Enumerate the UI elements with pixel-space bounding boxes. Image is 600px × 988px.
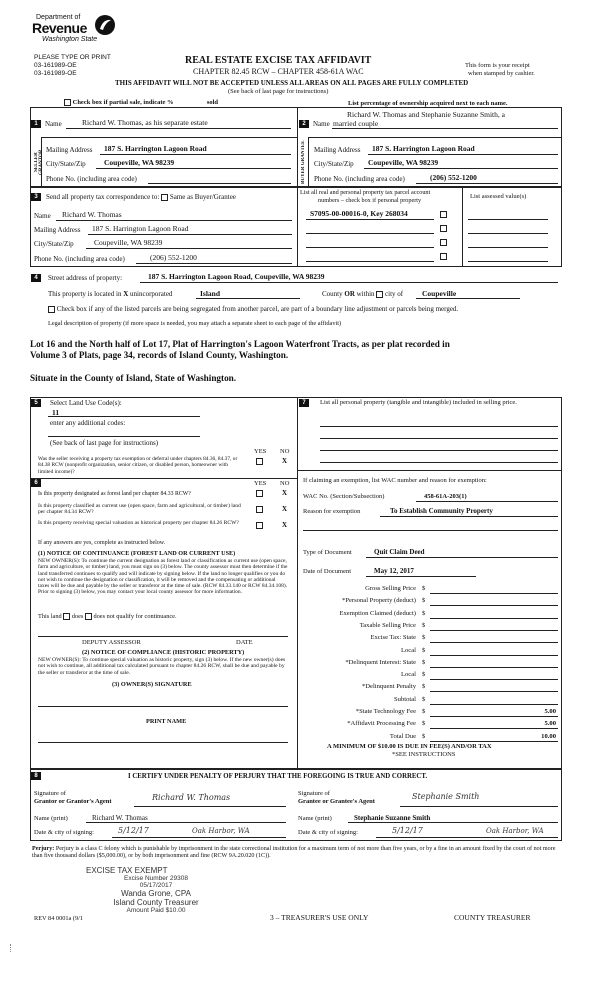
treasurer-use-label: 3 – TREASURER'S USE ONLY: [270, 913, 369, 922]
land-use-see-back: (See back of last page for instructions): [50, 439, 159, 447]
located-row: [48, 290, 172, 298]
reason-label: Reason for exemption: [303, 508, 361, 515]
stamp-line-4: Wanda Grone, CPA: [121, 889, 191, 898]
corr-phone-label: Phone No. (including area code): [34, 255, 125, 263]
street-line: [140, 282, 558, 283]
grantor-date-line: [112, 837, 286, 838]
scan-mark: [10, 944, 12, 952]
legal-description-2: Volume 3 of Plats, page 34, records of Island County, Washington.: [30, 350, 289, 360]
print-note: PLEASE TYPE OR PRINT: [34, 54, 111, 61]
seller-name: Richard W. Thomas, as his separate estate: [82, 118, 208, 127]
county-label: County: [322, 290, 343, 298]
partial-sale-label: Check box if partial sale, indicate %: [72, 99, 174, 106]
fee-line: [430, 605, 558, 606]
parcel-line-1: [306, 219, 434, 220]
partial-sale-row: [64, 99, 218, 106]
legal-label: Legal description of property (if more space is needed, you may attach a separate sheet to each page of the affidavit): [48, 320, 342, 327]
personal-property-label: List all personal property (tangible and intangible) included in selling price.: [320, 399, 517, 406]
parcel-header-2: numbers – check box if personal property: [318, 197, 422, 204]
doc-type: Quit Claim Deed: [374, 548, 425, 556]
fee-dollar-sign: $: [422, 695, 426, 703]
buyer-city-label: City/State/Zip: [314, 160, 354, 168]
corr-city-label: City/State/Zip: [34, 240, 74, 248]
fee-dollar-sign: $: [422, 646, 426, 654]
perjury-text: [32, 846, 562, 861]
personal-property-checkbox-2[interactable]: [440, 225, 447, 232]
does-checkbox[interactable]: [63, 613, 70, 620]
corr-city: Coupeville, WA 98239: [94, 238, 163, 247]
certify-text: I CERTIFY UNDER PENALTY OF PERJURY THAT THE FOREGOING IS TRUE AND CORRECT.: [128, 773, 428, 780]
grantee-date-line: [376, 837, 558, 838]
personal-line-4: [320, 462, 558, 463]
grantee-city: Oak Harbor, WA: [486, 827, 544, 835]
parcel-line-3: [306, 247, 434, 248]
section-6-number: 6: [31, 479, 41, 487]
buyer-sep-line: [308, 137, 562, 138]
grantee-date-label: Date & city of signing:: [298, 829, 358, 836]
form-subtitle: CHAPTER 82.45 RCW – CHAPTER 458-61A WAC: [193, 67, 364, 76]
grantor-date: 5/12/17: [118, 826, 149, 835]
buyer-city-line: [364, 168, 558, 169]
corr-city-line: [86, 248, 292, 249]
fee-dollar-sign: $: [422, 585, 426, 592]
see-back-text: (See back of last page for instructions): [228, 88, 329, 95]
seller-side-label: SELLER GRANTOR: [34, 149, 44, 175]
form-number-1: 03-161989-OE: [34, 62, 77, 69]
revenue-logo: [32, 14, 122, 54]
fee-label: Taxable Selling Price: [359, 621, 416, 629]
deputy-line: [38, 636, 288, 637]
within-label: within: [356, 290, 375, 298]
owner-signature-label: (3) OWNER(S) SIGNATURE: [112, 681, 192, 688]
fee-label: Excise Tax: State: [370, 634, 416, 642]
s6-no-header: NO: [280, 480, 290, 487]
fee-line: [430, 593, 558, 594]
seller-mailing-label: Mailing Address: [46, 146, 93, 154]
situate-text: Situate in the County of Island, State of Washington.: [30, 373, 237, 383]
seller-phone-label: Phone No. (including area code): [46, 175, 137, 183]
fee-line: [430, 728, 558, 729]
fee-dollar-sign: $: [422, 658, 426, 666]
fee-label: Exemption Claimed (deduct): [339, 609, 416, 617]
section-7-number: 7: [299, 399, 309, 407]
fee-label: *Personal Property (deduct): [342, 597, 416, 605]
buyer-phone: (206) 552-1200: [430, 173, 477, 182]
unincorporated-mark: X: [123, 290, 129, 298]
fee-value: 10.00: [541, 732, 556, 740]
segregated-checkbox[interactable]: [48, 306, 55, 313]
city-of-checkbox[interactable]: [376, 291, 383, 298]
if-yes-text: If any answers are yes, complete as instructed below.: [38, 540, 166, 546]
fee-dollar-sign: $: [422, 621, 426, 629]
form-title: REAL ESTATE EXCISE TAX AFFIDAVIT: [185, 55, 372, 66]
buyer-mailing: 187 S. Harrington Lagoon Road: [372, 144, 475, 153]
doc-date-label: Date of Document: [303, 568, 352, 575]
grantee-sig-line: [400, 806, 558, 807]
corr-mailing: 187 S. Harrington Lagoon Road: [92, 224, 189, 233]
seller-name-line: [66, 128, 291, 129]
buyer-side-divider: [308, 137, 309, 187]
does-label: does: [71, 613, 84, 620]
county-name: Island: [200, 289, 221, 298]
continuance-row: [38, 613, 177, 620]
grantee-sig-of: Signature of: [298, 790, 330, 797]
fee-line: [430, 642, 558, 643]
section-8-number: 8: [31, 772, 41, 780]
current-use-question: Is this property classified as current use (open space, farm and agricultural, or timber) land per chapter 84.34 RCW?: [38, 503, 241, 516]
assessed-line-4: [468, 261, 548, 262]
fee-label: *State Technology Fee: [355, 708, 416, 715]
s5-no-mark: X: [282, 457, 288, 465]
grantor-date-label: Date & city of signing:: [34, 829, 94, 836]
print-name-label: PRINT NAME: [146, 718, 187, 725]
grantee-name-line: [348, 822, 558, 823]
buyer-name-line: [332, 128, 558, 129]
additional-codes-label: enter any additional codes:: [50, 419, 126, 427]
fee-line: [430, 630, 558, 631]
land-use-code: 11: [52, 408, 60, 417]
seller-city-line: [96, 168, 291, 169]
fee-label: Total Due: [389, 732, 416, 740]
historic-question: Is this property receiving special valuation as historical property per chapter 84.26 RCW?: [38, 520, 239, 526]
ownership-label: List percentage of ownership acquired next to each name.: [348, 100, 508, 107]
form-number-2: 03-161989-OE: [34, 70, 77, 77]
seller-phone-line: [148, 183, 291, 184]
send-correspondence-label: Send all property tax correspondence to:: [46, 193, 160, 201]
buyer-name-line1: Richard W. Thomas and Stephanie Suzanne Smith, a: [347, 110, 505, 119]
perjury-body: Perjury is a class C felony which is punishable by imprisonment in the state correctional institution for a maximum term of not more than five years, or by a fine in an amount fixed by the court of not more than five thousand dollars ($5,000.00), or by both imprisonment and fine (RCW 9A.20.020 (1C)).: [32, 846, 556, 860]
fee-dollar-sign: $: [422, 671, 426, 679]
additional-codes-line: [48, 436, 200, 437]
corr-name-label: Name: [34, 212, 51, 220]
corr-name: Richard W. Thomas: [62, 210, 122, 219]
land-use-line: [48, 416, 200, 417]
fee-label: Gross Selling Price: [365, 585, 416, 592]
partial-sale-checkbox[interactable]: [64, 99, 71, 106]
personal-property-checkbox-1[interactable]: [440, 211, 447, 218]
this-land-label: This land: [38, 613, 62, 620]
deputy-assessor-label: DEPUTY ASSESSOR: [82, 639, 141, 646]
land-use-label: Select Land Use Code(s):: [50, 399, 122, 407]
buyer-side-label: BUYER GRANTEE: [301, 140, 306, 184]
fee-line: [430, 691, 558, 692]
buyer-mailing-label: Mailing Address: [314, 146, 361, 154]
segregated-row: [48, 305, 458, 313]
personal-line-2: [320, 438, 558, 439]
seller-city-label: City/State/Zip: [46, 160, 86, 168]
see-instructions-note: *SEE INSTRUCTIONS: [392, 751, 456, 758]
current-use-yes-checkbox[interactable]: [256, 506, 263, 513]
revenue-logo-icon: [94, 14, 116, 36]
grantor-sig-of: Signature of: [34, 790, 66, 797]
deputy-date-label: DATE: [236, 639, 253, 646]
perjury-label: Perjury:: [32, 846, 55, 852]
print-name-line: [38, 742, 288, 743]
does-not-checkbox[interactable]: [85, 613, 92, 620]
notice-1-title: (1) NOTICE OF CONTINUANCE (FOREST LAND OR CURRENT USE): [38, 550, 236, 557]
section-6-top-line: [30, 478, 297, 479]
seller-side-divider: [41, 137, 42, 187]
exemption-reason: To Establish Community Property: [390, 507, 493, 515]
fee-label: Local: [400, 646, 416, 654]
notice-2-text: NEW OWNER(S): To continue special valuation as historic property, sign (3) below. If the new owner(s) does not wish to continue, all additional tax calculated pursuant to chapter 84.26 RCW, shall be due and payable by the seller or transferor at the time of sale.: [38, 657, 286, 676]
seller-mailing: 187 S. Harrington Lagoon Road: [104, 144, 207, 153]
fee-dollar-sign: $: [422, 597, 426, 605]
county-row: [322, 290, 403, 298]
rev-number: REV 84 0001a (9/1: [34, 915, 84, 922]
same-as-buyer-label: Same as Buyer/Grantee: [169, 193, 236, 201]
buyer-city: Coupeville, WA 98239: [368, 158, 439, 167]
doc-type-label: Type of Document: [303, 549, 352, 556]
grantor-sig-line: [134, 806, 286, 807]
fee-label: *Delinquent Penalty: [361, 683, 416, 691]
historic-no-mark: X: [282, 521, 288, 529]
wac-number: 458-61A-203(1): [424, 493, 467, 500]
corr-phone: (206) 552-1200: [150, 253, 197, 262]
historic-yes-checkbox[interactable]: [256, 522, 263, 529]
forest-no-mark: X: [282, 489, 288, 497]
minimum-fee-note: A MINIMUM OF $10.00 IS DUE IN FEE(S) AND/OR TAX: [327, 743, 492, 750]
or-label: OR: [344, 290, 355, 298]
section-1-number: 1: [31, 120, 41, 128]
stamp-line-2: Excise Number 29308: [124, 875, 188, 882]
personal-property-checkbox-4[interactable]: [440, 253, 447, 260]
grantee-agent-label: Grantee or Grantee's Agent: [298, 798, 375, 805]
s6-yes-header: YES: [254, 480, 267, 487]
fee-line: [430, 704, 558, 705]
section-2-number: 2: [299, 120, 309, 128]
fee-line: [430, 716, 558, 717]
personal-line-1: [320, 426, 558, 427]
doc-type-line: [366, 557, 558, 558]
corr-mailing-label: Mailing Address: [34, 226, 81, 234]
personal-property-checkbox-3[interactable]: [440, 239, 447, 246]
city-of-label: city of: [385, 290, 404, 298]
fee-line: [430, 655, 558, 656]
receipt-note-2: when stamped by cashier.: [468, 70, 535, 77]
parcel-line-4: [306, 261, 434, 262]
seller-city: Coupeville, WA 98239: [104, 158, 175, 167]
buyer-phone-line: [416, 183, 558, 184]
revenue-text: Revenue: [32, 20, 87, 36]
section-5-number: 5: [31, 399, 41, 407]
s5-yes-header: YES: [254, 448, 267, 455]
corr-mailing-line: [88, 234, 292, 235]
exemption-question: Was the seller receiving a property tax exemption or deferral under chapters 84.36, 84.37, or 84.38 RCW (nonprofit organization, senior citizen, or disabled person, homeowner with limited income)?: [38, 456, 238, 475]
grantee-name-label: Name (print): [298, 815, 332, 822]
street-label: Street address of property:: [48, 274, 123, 282]
forest-yes-checkbox[interactable]: [256, 490, 263, 497]
sold-label: sold: [206, 99, 219, 106]
buyer-phone-label: Phone No. (including area code): [314, 175, 405, 183]
stamp-line-6: Amount Paid $10.00: [126, 907, 186, 914]
reason-line-1: [380, 516, 558, 517]
assessed-line-2: [468, 233, 548, 234]
fee-label: Subtotal: [394, 695, 416, 703]
grantor-name-line: [86, 822, 286, 823]
unincorporated-label: unincorporated: [130, 290, 173, 298]
located-label: This property is located in: [48, 290, 122, 298]
section-3-divider-1: [297, 187, 298, 267]
notice-2-title: (2) NOTICE OF COMPLIANCE (HISTORIC PROPERTY): [82, 649, 245, 656]
fee-dollar-sign: $: [422, 720, 426, 728]
personal-line-3: [320, 450, 558, 451]
s5-yes-checkbox[interactable]: [256, 458, 263, 465]
grantor-name-label: Name (print): [34, 815, 68, 822]
section-3-number: 3: [31, 193, 41, 201]
notice-1-text: NEW OWNER(S): To continue the current designation as forest land or classification as current use (open space, farm and agriculture, or timber) land, you must sign on (3) below. The county assessor must then determine if the land transferred continues to qualify and will indicate by signing below. If the land no longer qualifies or you do not wish to continue the designation or classification, it will be removed and the compensating or additional taxes will be due and payable by the seller or transferor at the time of sale. (RCW 84.33.140 or RCW 84.34.108). Prior to signing (3) below, you may contact your local county assessor for more information.: [38, 558, 288, 596]
section-divider-v: [297, 107, 298, 187]
doc-date-line: [366, 576, 476, 577]
fee-line: [430, 741, 558, 742]
fee-dollar-sign: $: [422, 732, 426, 740]
fee-value: 5.00: [544, 708, 556, 715]
corr-phone-line: [136, 263, 292, 264]
fee-label: Local: [400, 671, 416, 679]
fee-label: *Affidavit Processing Fee: [347, 720, 416, 728]
reason-line-2: [303, 530, 558, 531]
grantor-signature: Richard W. Thomas: [152, 793, 231, 802]
fee-line: [430, 667, 558, 668]
owner-signature-line: [38, 706, 288, 707]
section-3-divider-2: [462, 187, 463, 267]
assessed-line-1: [468, 219, 548, 220]
doc-date: May 12, 2017: [374, 567, 414, 575]
fee-value: 5.00: [544, 720, 556, 728]
corr-name-line: [56, 220, 292, 221]
grantee-signature: Stephanie Smith: [412, 792, 480, 801]
current-use-no-mark: X: [282, 505, 288, 513]
parcel-number: S7095-00-00016-0, Key 268034: [310, 209, 408, 218]
wac-line: [416, 501, 558, 502]
fee-line: [430, 618, 558, 619]
section-4-number: 4: [31, 274, 41, 282]
seller-name-label: Name: [45, 120, 62, 128]
legal-description-1: Lot 16 and the North half of Lot 17, Plat of Harrington's Lagoon Waterfront Tracts, as per plat recorded in: [30, 339, 450, 349]
receipt-note-1: This form is your receipt: [465, 62, 530, 69]
washington-state-text: Washington State: [42, 36, 98, 43]
city-line: [416, 298, 520, 299]
exempt-stamp: [86, 866, 226, 914]
stamp-line-3: 05/17/2017: [139, 882, 173, 889]
grantor-agent-label: Grantor or Grantor's Agent: [34, 798, 112, 805]
does-not-label: does not qualify for continuance.: [93, 613, 177, 620]
grantor-city: Oak Harbor, WA: [192, 827, 250, 835]
seller-sep-line: [41, 137, 297, 138]
grantor-print-name: Richard W. Thomas: [92, 814, 148, 822]
assessed-header: List assessed value(s): [470, 193, 527, 200]
buyer-name-label: Name: [313, 120, 330, 128]
fee-dollar-sign: $: [422, 634, 426, 642]
fee-dollar-sign: $: [422, 708, 426, 715]
fee-label: *Delinquent Interest: State: [345, 658, 416, 666]
warning-text: THIS AFFIDAVIT WILL NOT BE ACCEPTED UNLESS ALL AREAS ON ALL PAGES ARE FULLY COMPLETED: [115, 79, 469, 87]
department-of-text: Department of: [36, 14, 81, 21]
parcel-header-1: List all real and personal property tax parcel account: [300, 189, 431, 196]
same-as-buyer-checkbox[interactable]: [161, 194, 168, 201]
stamp-line-1: EXCISE TAX EXEMPT: [86, 866, 168, 875]
exemption-label: If claiming an exemption, list WAC number and reason for exemption:: [303, 477, 487, 484]
section-7-split-line: [297, 470, 562, 471]
forest-question: Is this property designated as forest land per chapter 84.33 RCW?: [38, 491, 191, 497]
city-name: Coupeville: [422, 289, 457, 298]
county-line: [196, 298, 300, 299]
grantee-date: 5/12/17: [392, 826, 423, 835]
fee-dollar-sign: $: [422, 683, 426, 691]
parcel-line-2: [306, 233, 434, 234]
seller-mailing-line: [100, 154, 291, 155]
county-treasurer-label: COUNTY TREASURER: [454, 913, 531, 922]
assessed-line-3: [468, 247, 548, 248]
s5-no-header: NO: [280, 448, 290, 455]
send-correspondence-row: [46, 193, 236, 201]
buyer-mailing-line: [368, 154, 558, 155]
segregated-label: Check box if any of the listed parcels are being segregated from another parcel, are part of a boundary line adjustment or parcels being merged.: [56, 305, 459, 313]
wac-label: WAC No. (Section/Subsection): [303, 493, 385, 500]
fee-dollar-sign: $: [422, 609, 426, 617]
grantee-print-name: Stephanie Suzanne Smith: [354, 814, 431, 822]
buyer-name-line2: married couple: [333, 119, 379, 128]
fee-line: [430, 679, 558, 680]
street-address: 187 S. Harrington Lagoon Road, Coupeville, WA 98239: [148, 272, 325, 281]
stamp-line-5: Island County Treasurer: [113, 898, 199, 907]
